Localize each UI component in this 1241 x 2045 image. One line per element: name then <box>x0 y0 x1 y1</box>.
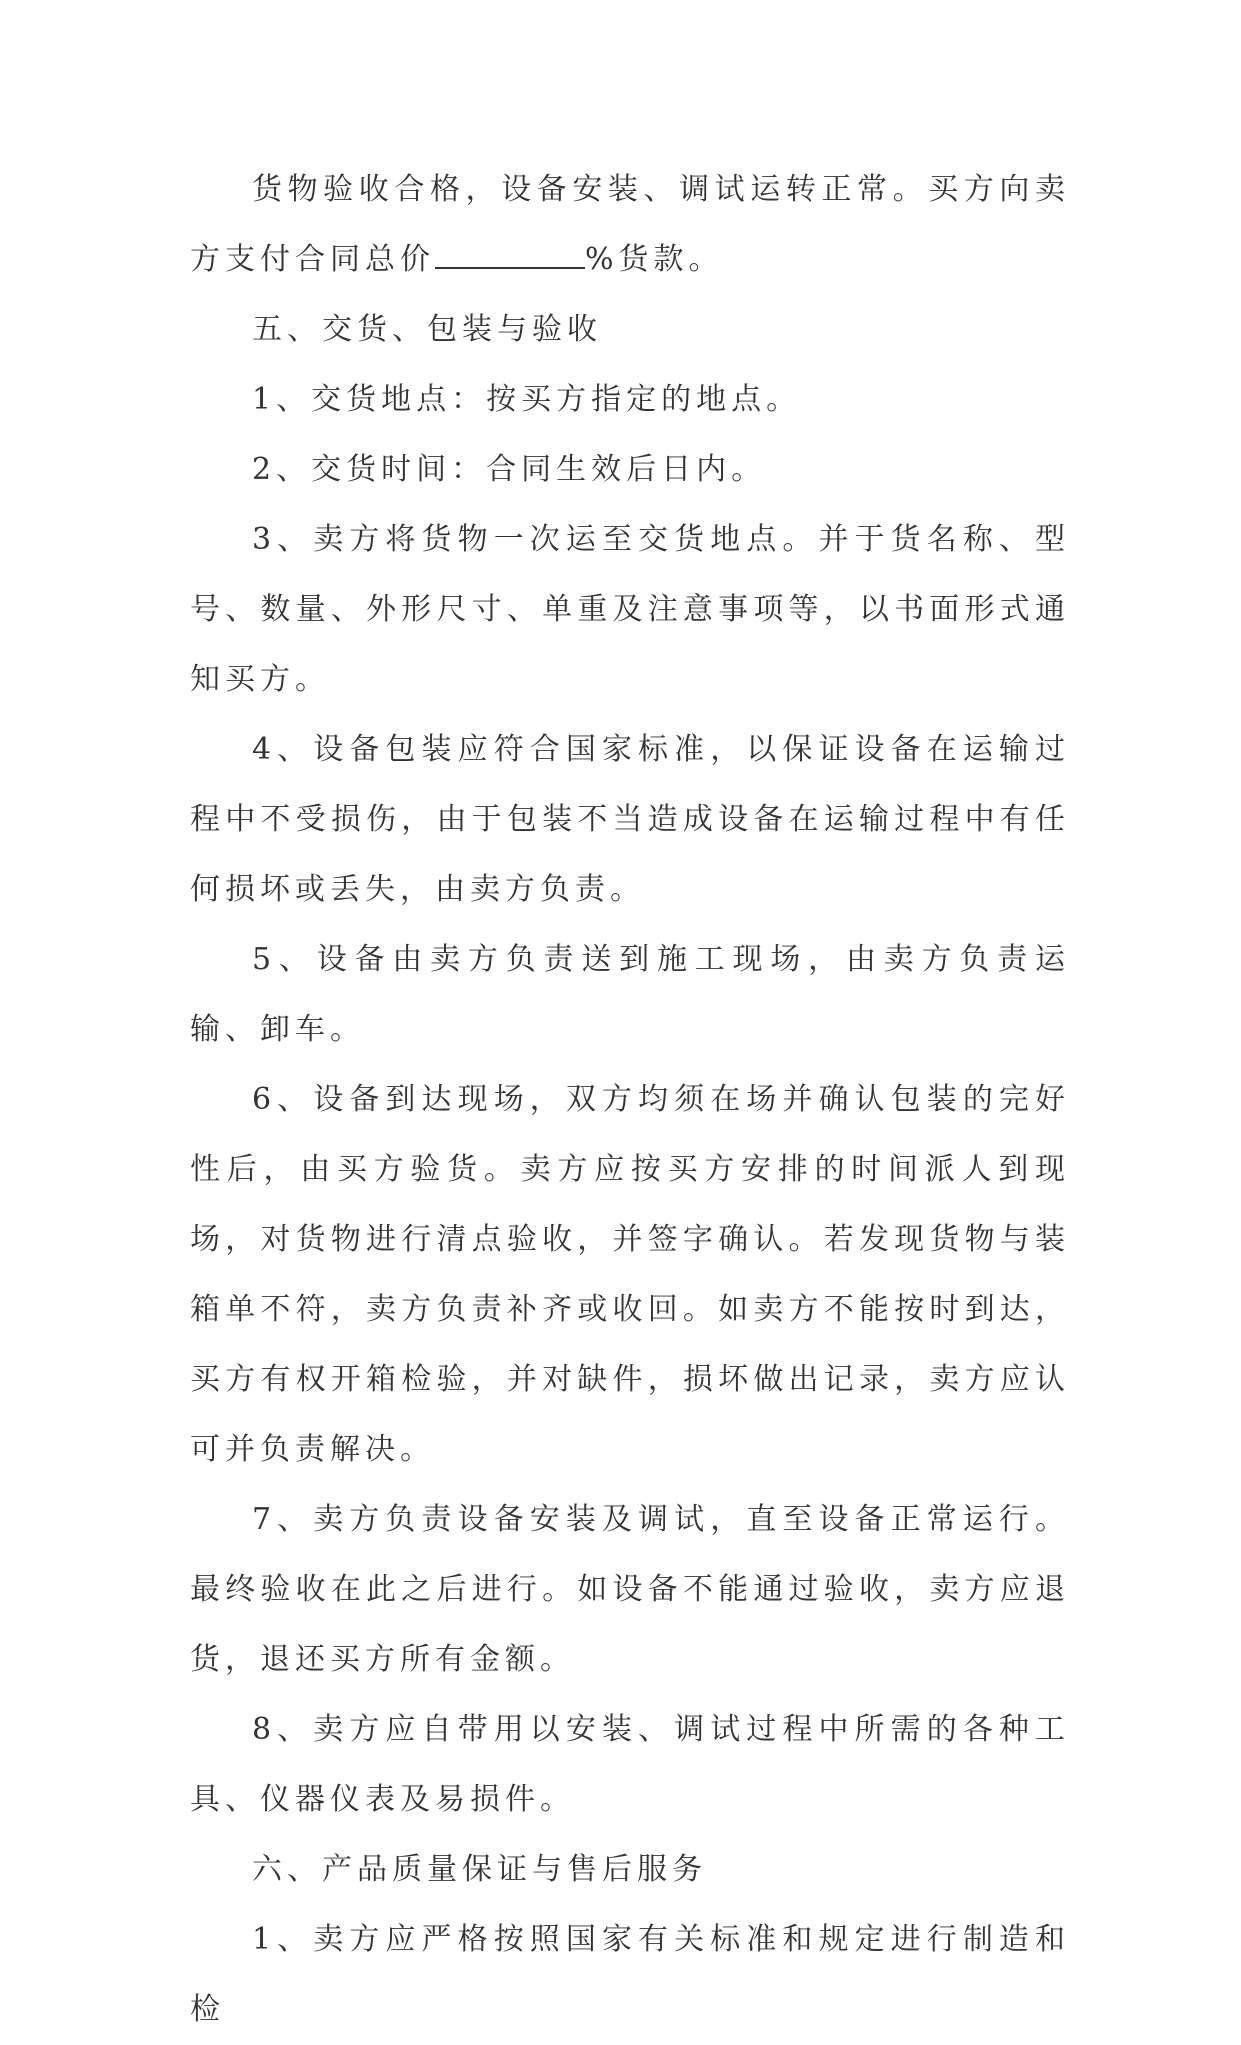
clause-packaging: 4、设备包装应符合国家标准，以保证设备在运输过程中不受损伤，由于包装不当造成设备在运输过程中有任何损坏或丢失，由卖方负责。 <box>190 732 1070 907</box>
payment-text-end: %货款。 <box>585 242 724 277</box>
clause-inspection: 6、设备到达现场，双方均须在场并确认包装的完好性后，由买方验货。卖方应按买方安排的时间派人到现场，对货物进行清点验收，并签字确认。若发现货物与装箱单不符，卖方负责补齐或收回。如卖方不能按时到达，买方有权开箱检验，并对缺件，损坏做出记录，卖方应认可并负责解决。 <box>190 1082 1070 1467</box>
percentage-blank-field[interactable] <box>435 241 585 269</box>
payment-text: 货物验收合格，设备安装、调试运转正常。买方向卖方支付合同总价 <box>190 172 1070 277</box>
clause-transport: 5、设备由卖方负责送到施工现场，由卖方负责运输、卸车。 <box>190 942 1070 1047</box>
clause-tools: 8、卖方应自带用以安装、调试过程中所需的各种工具、仪器仪表及易损件。 <box>190 1712 1070 1817</box>
payment-paragraph <box>190 155 1070 295</box>
clause-shipment-notice: 3、卖方将货物一次运至交货地点。并于货名称、型号、数量、外形尺寸、单重及注意事项等，以书面形式通知买方。 <box>190 522 1070 697</box>
document-body <box>190 155 1070 2045</box>
section-heading-quality: 六、产品质量保证与售后服务 <box>252 1852 707 1887</box>
clause-delivery-location: 1、交货地点：按买方指定的地点。 <box>252 382 802 417</box>
section-heading-delivery: 五、交货、包装与验收 <box>252 312 602 347</box>
clause-delivery-time: 2、交货时间：合同生效后日内。 <box>252 452 767 487</box>
clause-installation: 7、卖方负责设备安装及调试，直至设备正常运行。最终验收在此之后进行。如设备不能通过验收，卖方应退货，退还买方所有金额。 <box>190 1502 1070 1677</box>
clause-manufacturing-standard: 1、卖方应严格按照国家有关标准和规定进行制造和检 <box>190 1922 1070 2027</box>
